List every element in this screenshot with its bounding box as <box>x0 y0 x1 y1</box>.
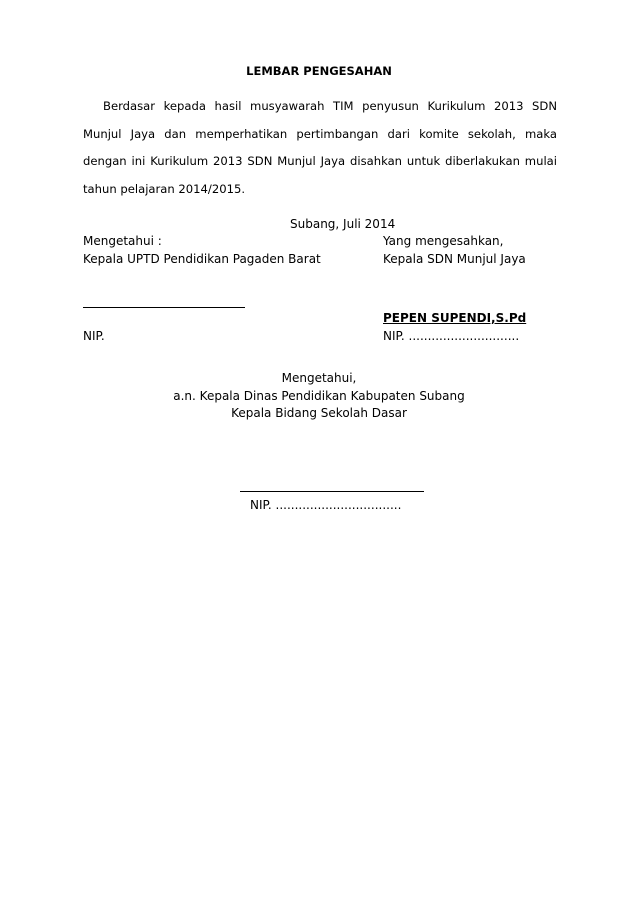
right-signatory-position: Kepala SDN Munjul Jaya <box>383 252 526 266</box>
right-signatory-label: Yang mengesahkan, <box>383 234 504 248</box>
left-signatory-position: Kepala UPTD Pendidikan Pagaden Barat <box>83 252 321 266</box>
bottom-signatory-line2: Kepala Bidang Sekolah Dasar <box>231 406 407 420</box>
right-signatory-name: PEPEN SUPENDI,S.Pd <box>383 311 527 325</box>
bottom-signatory-label: Mengetahui, <box>281 371 357 385</box>
place-date: Subang, Juli 2014 <box>290 217 396 231</box>
bottom-signature-line <box>240 491 424 492</box>
approval-paragraph: Berdasar kepada hasil musyawarah TIM penyusun Kurikulum 2013 SDN Munjul Jaya dan memperhatikan pertimbangan dari komite sekolah, maka dengan ini Kurikulum 2013 SDN Munjul Jaya disahkan untuk diberlakukan mulai tahun pelajaran 2014/2015. <box>83 99 557 196</box>
left-signature-line <box>83 307 245 308</box>
document-title: LEMBAR PENGESAHAN <box>246 64 392 78</box>
bottom-signatory-nip: NIP. ................................. <box>250 498 402 512</box>
left-signatory-nip: NIP. <box>83 329 105 343</box>
bottom-signatory-line1: a.n. Kepala Dinas Pendidikan Kabupaten Subang <box>173 389 465 403</box>
right-signatory-nip: NIP. ............................. <box>383 329 520 343</box>
left-signatory-label: Mengetahui : <box>83 234 162 248</box>
